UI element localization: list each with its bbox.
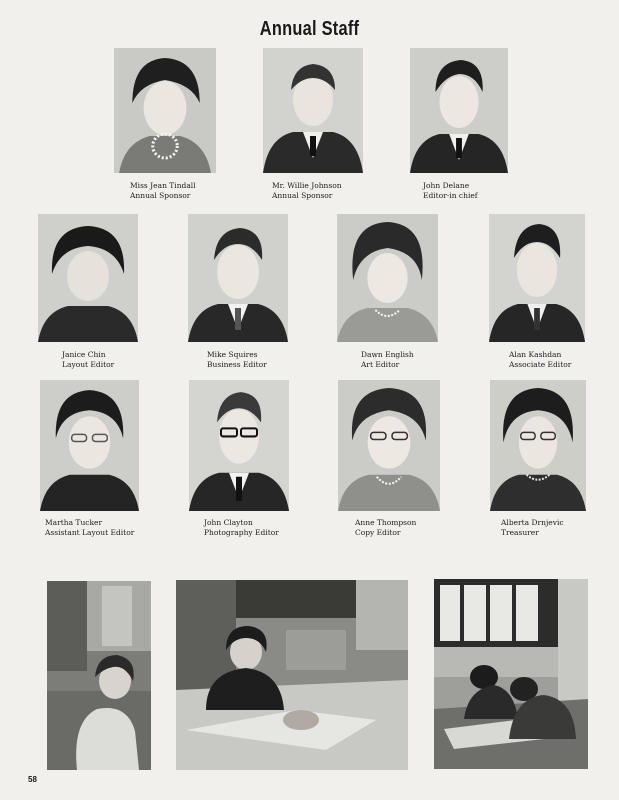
staff-role: Business Editor: [207, 359, 267, 369]
staff-caption: [423, 181, 478, 200]
staff-caption: [501, 518, 564, 537]
staff-name: John Delane: [423, 181, 470, 190]
staff-role: Editor-in chief: [423, 190, 478, 200]
staff-caption: [509, 350, 571, 369]
portrait-photo: [189, 380, 289, 511]
staff-name: Martha Tucker: [45, 518, 103, 527]
staff-name: Dawn English: [361, 350, 414, 359]
staff-role: Associate Editor: [509, 359, 572, 369]
portrait-photo: [490, 380, 586, 511]
staff-caption: [130, 181, 196, 200]
staff-name: Anne Thompson: [355, 518, 417, 527]
portrait-photo: [114, 48, 216, 173]
staff-caption: [62, 350, 114, 369]
staff-name: Alberta Drnjevic: [501, 518, 564, 527]
staff-role: Photography Editor: [204, 527, 279, 537]
staff-name: Mr. Willie Johnson: [272, 181, 342, 190]
staff-role: Assistant Layout Editor: [45, 527, 135, 537]
staff-caption: [45, 518, 134, 537]
portrait-photo: [489, 214, 585, 342]
staff-name: Alan Kashdan: [509, 350, 562, 359]
staff-caption: [204, 518, 279, 537]
portrait-photo: [38, 214, 138, 342]
staff-name: John Clayton: [204, 518, 253, 527]
staff-caption: [207, 350, 267, 369]
staff-role: Art Editor: [361, 359, 400, 369]
portrait-photo: [40, 380, 139, 511]
candid-photo-center: [176, 580, 408, 770]
page-number: 58: [28, 775, 37, 784]
portrait-photo: [338, 380, 440, 511]
portrait-photo: [263, 48, 363, 173]
staff-role: Annual Sponsor: [272, 190, 333, 200]
candid-photo-right: [434, 579, 588, 769]
staff-role: Copy Editor: [355, 527, 401, 537]
staff-role: Treasurer: [501, 527, 539, 537]
staff-role: Layout Editor: [62, 359, 115, 369]
page-title: Annual Staff: [259, 18, 360, 40]
portrait-photo: [188, 214, 288, 342]
staff-caption: [361, 350, 414, 369]
candid-photo-left: [47, 581, 151, 770]
staff-role: Annual Sponsor: [130, 190, 191, 200]
staff-name: Janice Chin: [62, 350, 106, 359]
staff-name: Mike Squires: [207, 350, 258, 359]
staff-name: Miss Jean Tindall: [130, 181, 196, 190]
staff-caption: [355, 518, 416, 537]
portrait-photo: [410, 48, 508, 173]
staff-caption: [272, 181, 342, 200]
portrait-photo: [337, 214, 438, 342]
